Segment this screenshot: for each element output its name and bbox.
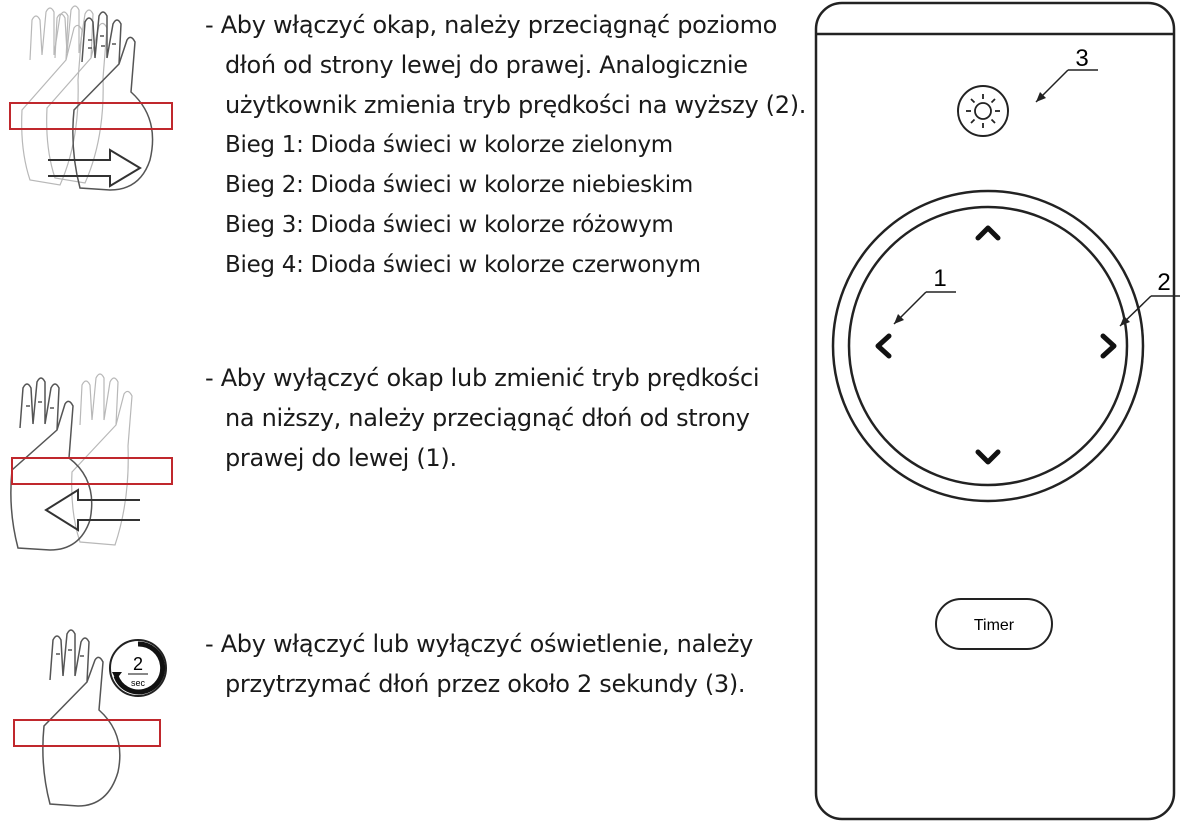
speed-level-1: Bieg 1: Dioda świeci w kolorze zielonym	[225, 132, 673, 158]
sensor-band	[12, 458, 172, 484]
timer-button-label: Timer	[973, 617, 1015, 634]
instruction-line: użytkownik zmienia tryb prędkości na wyższy (2).	[225, 91, 807, 119]
instruction-line: - Aby wyłączyć okap lub zmienić tryb prędkości	[205, 364, 760, 392]
callout-3-number: 3	[1075, 45, 1089, 72]
gesture-swipe-left-illustration	[0, 370, 190, 560]
instruction-line: na niższy, należy przeciągnąć dłoń od strony	[225, 404, 750, 432]
gesture-swipe-right-illustration	[0, 0, 190, 200]
timer-icon	[110, 640, 166, 696]
instruction-line: dłoń od strony lewej do prawej. Analogicznie	[225, 51, 748, 79]
instruction-swipe-right	[205, 5, 806, 285]
timer-button[interactable]	[936, 599, 1052, 649]
light-button[interactable]	[958, 86, 1008, 136]
gesture-hold-illustration	[0, 610, 190, 820]
instruction-swipe-left	[205, 358, 759, 478]
dpad-inner-ring	[849, 207, 1127, 485]
instruction-line: prawej do lewej (1).	[225, 444, 457, 472]
timer-value: 2	[132, 654, 144, 674]
instruction-line: - Aby włączyć lub wyłączyć oświetlenie, należy	[205, 630, 754, 658]
speed-level-2: Bieg 2: Dioda świeci w kolorze niebieskim	[225, 172, 693, 198]
sensor-band	[14, 720, 160, 746]
timer-unit: sec	[130, 678, 146, 688]
remote-control-diagram	[808, 0, 1182, 823]
instruction-line: - Aby włączyć okap, należy przeciągnąć poziomo	[205, 11, 778, 39]
callout-1-number: 1	[933, 265, 947, 292]
callout-2-number: 2	[1157, 269, 1171, 296]
speed-level-3: Bieg 3: Dioda świeci w kolorze różowym	[225, 212, 674, 238]
instruction-line: przytrzymać dłoń przez około 2 sekundy (3).	[225, 670, 746, 698]
speed-level-4: Bieg 4: Dioda świeci w kolorze czerwonym	[225, 252, 701, 278]
direction-pad[interactable]	[833, 191, 1143, 501]
instruction-hold	[205, 624, 753, 704]
